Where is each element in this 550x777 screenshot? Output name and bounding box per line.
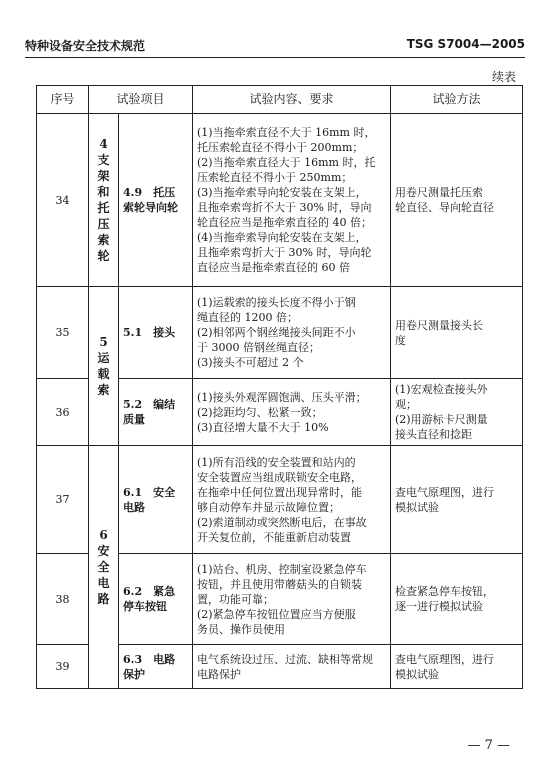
test-item: 5.1 接头 <box>119 287 193 379</box>
test-content: (1)所有沿线的安全装置和站内的 安全装置应当组成联锁安全电路， 在拖牵中任何位置出现异常时，能 够自动停车并显示故障位置； (2)索道制动或突然断电后，在事故 开关复位前，不能重新启动装置 <box>193 446 391 554</box>
category-cell: 6 安全 电路 <box>89 446 119 689</box>
test-content: (1)站台、机房、控制室设紧急停车 按钮，并且使用带蘑菇头的自锁装 置，功能可靠； (2)紧急停车按钮位置应当方便服 务员、操作员使用 <box>193 554 391 645</box>
row-number: 35 <box>37 287 89 379</box>
test-content: (1)运载索的接头长度不得小于钢 绳直径的 1200 倍； (2)相邻两个钢丝绳接头间距不小 于 3000 倍钢丝绳直径； (3)接头不可超过 2 个 <box>193 287 391 379</box>
test-method: 用卷尺测量接头长 度 <box>391 287 523 379</box>
test-method: 检查紧急停车按钮， 逐一进行模拟试验 <box>391 554 523 645</box>
running-header <box>25 37 525 57</box>
test-content: (1)接头外观浑圆饱满、压头平滑； (2)捻距均匀、松紧一致； (3)直径增大量不大于 10% <box>193 379 391 446</box>
row-number: 34 <box>37 114 89 287</box>
test-item: 6.1 安全 电路 <box>119 446 193 554</box>
header-rule <box>25 57 525 58</box>
category-cell: 5 运载 索 <box>89 287 119 446</box>
header-title: 特种设备安全技术规范 <box>25 39 146 53</box>
col-header-method: 试验方法 <box>391 86 523 114</box>
test-method: 用卷尺测量托压索 轮直径、导向轮直径 <box>391 114 523 287</box>
row-number: 37 <box>37 446 89 554</box>
row-number: 36 <box>37 379 89 446</box>
table-row <box>37 287 523 379</box>
test-item: 4.9 托压 索轮导向轮 <box>119 114 193 287</box>
row-number: 39 <box>37 645 89 689</box>
header-code: TSG S7004—2005 <box>406 37 525 51</box>
continued-label: 续表 <box>491 70 516 84</box>
test-item: 6.3 电路 保护 <box>119 645 193 689</box>
test-item: 6.2 紧急 停车按钮 <box>119 554 193 645</box>
table-header-row <box>37 86 523 114</box>
category-cell: 4 支架 和 托压 索轮 <box>89 114 119 287</box>
col-header-content: 试验内容、要求 <box>193 86 391 114</box>
test-method: (1)宏观检查接头外 观； (2)用游标卡尺测量 接头直径和捻距 <box>391 379 523 446</box>
test-table <box>36 85 523 689</box>
table-row <box>37 114 523 287</box>
col-header-item: 试验项目 <box>89 86 193 114</box>
test-method: 查电气原理图，进行 模拟试验 <box>391 446 523 554</box>
test-method: 查电气原理图，进行 模拟试验 <box>391 645 523 689</box>
col-header-num: 序号 <box>37 86 89 114</box>
table-row <box>37 446 523 554</box>
page-number: — 7 — <box>467 738 510 753</box>
test-item: 5.2 编结 质量 <box>119 379 193 446</box>
test-content: (1)当拖牵索直径不大于 16mm 时， 托压索轮直径不得小于 200mm； (2)当拖牵索直径大于 16mm 时，托 压索轮直径不得小于 250mm； (3)当拖牵索导向轮安装在支架上， 且拖牵索弯折不大于 30% 时，导向 轮直径应当是拖牵索直径的 40 倍； (4)当拖牵索导向轮安装在支架上， 且拖牵索弯折大于 30% 时，导向轮 直径应当是拖牵索直径的 60 倍 <box>193 114 391 287</box>
row-number: 38 <box>37 554 89 645</box>
test-content: 电气系统设过压、过流、缺相等常规 电路保护 <box>193 645 391 689</box>
